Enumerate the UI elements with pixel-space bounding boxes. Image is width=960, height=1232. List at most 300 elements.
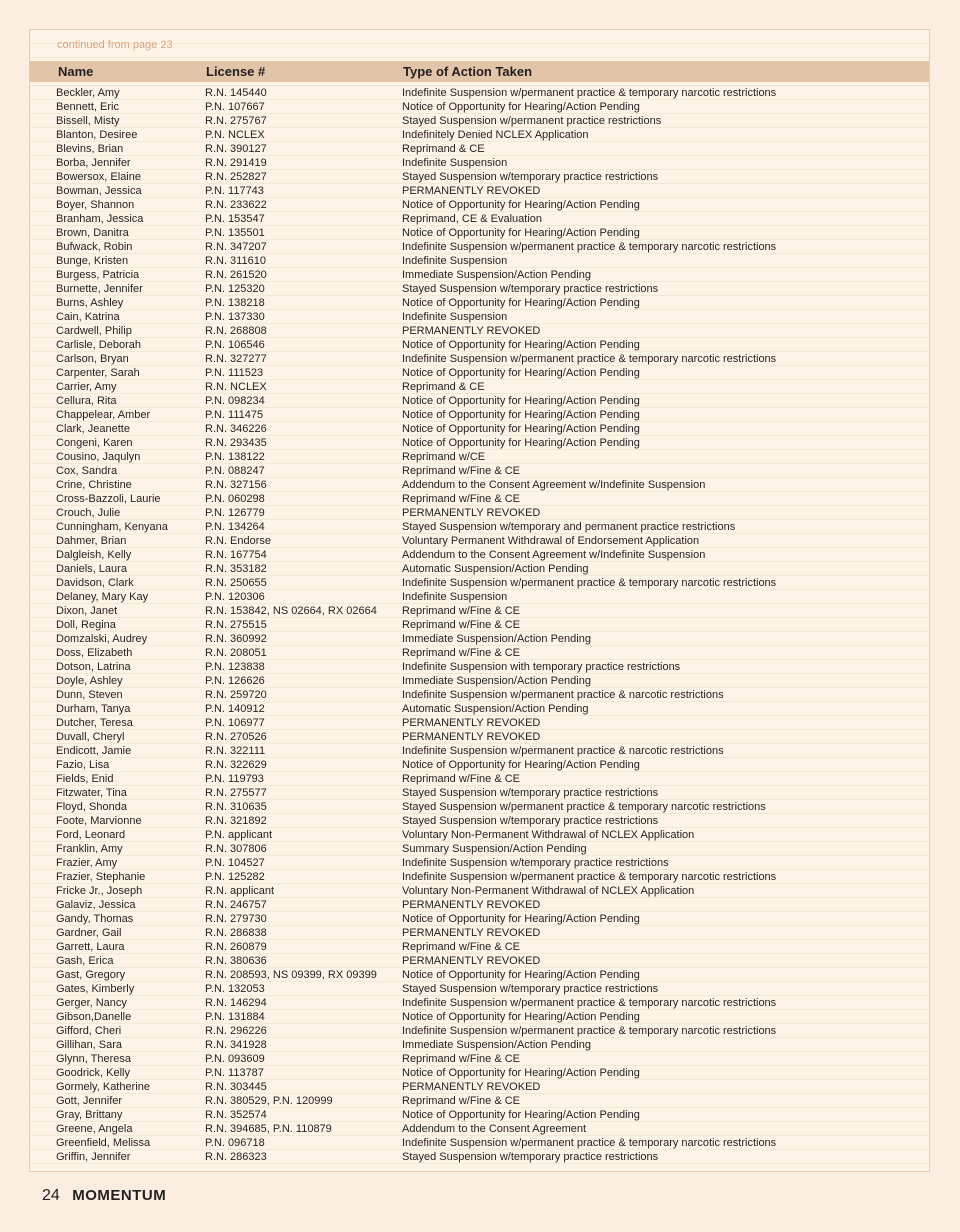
row-license: R.N. 352574 xyxy=(205,1109,267,1121)
row-action: PERMANENTLY REVOKED xyxy=(402,899,541,911)
table-row xyxy=(30,380,929,394)
table-row xyxy=(30,1024,929,1038)
row-action: Notice of Opportunity for Hearing/Action Pending xyxy=(402,409,640,421)
row-license: R.N. 268808 xyxy=(205,325,267,337)
row-action: Indefinite Suspension w/permanent practice & temporary narcotic restrictions xyxy=(402,577,777,589)
row-license: R.N. 311610 xyxy=(205,255,266,267)
row-name: Delaney, Mary Kay xyxy=(56,591,149,603)
row-license: P.N. 138122 xyxy=(205,451,265,463)
row-name: Carrier, Amy xyxy=(56,381,117,393)
row-name: Bennett, Eric xyxy=(56,101,119,113)
table-row xyxy=(30,520,929,534)
table-row xyxy=(30,716,929,730)
row-action: Voluntary Non-Permanent Withdrawal of NCLEX Application xyxy=(402,829,695,841)
row-license: R.N. 153842, NS 02664, RX 02664 xyxy=(205,605,377,617)
table-row xyxy=(30,996,929,1010)
row-license: P.N. 111475 xyxy=(205,409,264,421)
row-license: R.N. 296226 xyxy=(205,1025,267,1037)
table-row xyxy=(30,184,929,198)
row-license: R.N. 347207 xyxy=(205,241,267,253)
header-action: Type of Action Taken xyxy=(403,64,533,79)
table-row xyxy=(30,898,929,912)
row-license: P.N. 106546 xyxy=(205,339,265,351)
row-name: Gardner, Gail xyxy=(56,927,122,939)
table-row xyxy=(30,212,929,226)
content-panel xyxy=(29,29,930,1172)
row-name: Galaviz, Jessica xyxy=(56,899,136,911)
table-row xyxy=(30,912,929,926)
row-action: Reprimand w/Fine & CE xyxy=(402,493,520,505)
row-action: Voluntary Non-Permanent Withdrawal of NCLEX Application xyxy=(402,885,695,897)
table-row xyxy=(30,562,929,576)
row-action: Voluntary Permanent Withdrawal of Endorsement Application xyxy=(402,535,700,547)
row-license: R.N. 286838 xyxy=(205,927,267,939)
row-name: Fazio, Lisa xyxy=(56,759,110,771)
row-name: Gott, Jennifer xyxy=(56,1095,123,1107)
row-name: Dixon, Janet xyxy=(56,605,118,617)
table-row xyxy=(30,436,929,450)
row-action: Notice of Opportunity for Hearing/Action Pending xyxy=(402,339,640,351)
row-license: R.N. 233622 xyxy=(205,199,267,211)
row-name: Davidson, Clark xyxy=(56,577,134,589)
row-action: PERMANENTLY REVOKED xyxy=(402,955,541,967)
row-license: R.N. 145440 xyxy=(205,87,267,99)
row-name: Carlson, Bryan xyxy=(56,353,129,365)
row-action: Immediate Suspension/Action Pending xyxy=(402,633,591,645)
row-license: R.N. 380636 xyxy=(205,955,267,967)
row-action: Indefinite Suspension xyxy=(402,591,508,603)
row-action: Notice of Opportunity for Hearing/Action Pending xyxy=(402,759,640,771)
table-row xyxy=(30,1122,929,1136)
row-action: PERMANENTLY REVOKED xyxy=(402,1081,541,1093)
row-name: Gillihan, Sara xyxy=(56,1039,123,1051)
table-row xyxy=(30,884,929,898)
row-name: Griffin, Jennifer xyxy=(56,1151,131,1163)
row-name: Cox, Sandra xyxy=(56,465,118,477)
row-license: R.N. 327156 xyxy=(205,479,267,491)
table-row xyxy=(30,534,929,548)
row-action: Notice of Opportunity for Hearing/Action Pending xyxy=(402,969,640,981)
row-license: P.N. 153547 xyxy=(205,213,265,225)
row-action: Stayed Suspension w/temporary practice restrictions xyxy=(402,283,659,295)
row-license: P.N. NCLEX xyxy=(205,129,265,141)
row-name: Cunningham, Kenyana xyxy=(56,521,168,533)
table-row xyxy=(30,1136,929,1150)
table-row xyxy=(30,730,929,744)
row-action: Addendum to the Consent Agreement w/Indefinite Suspension xyxy=(402,479,706,491)
row-license: R.N. 286323 xyxy=(205,1151,267,1163)
row-action: Reprimand w/Fine & CE xyxy=(402,773,520,785)
row-name: Frazier, Stephanie xyxy=(56,871,146,883)
row-license: P.N. 098234 xyxy=(205,395,265,407)
row-action: PERMANENTLY REVOKED xyxy=(402,325,541,337)
row-action: Stayed Suspension w/temporary practice restrictions xyxy=(402,171,659,183)
row-name: Gray, Brittany xyxy=(56,1109,123,1121)
table-row xyxy=(30,940,929,954)
table-row xyxy=(30,758,929,772)
row-name: Blanton, Desiree xyxy=(56,129,138,141)
row-name: Gandy, Thomas xyxy=(56,913,134,925)
row-action: Indefinite Suspension w/permanent practice & temporary narcotic restrictions xyxy=(402,1137,777,1149)
row-license: R.N. Endorse xyxy=(205,535,272,547)
row-license: R.N. 353182 xyxy=(205,563,267,575)
table-row xyxy=(30,240,929,254)
table-row xyxy=(30,450,929,464)
table-row xyxy=(30,842,929,856)
row-name: Brown, Danitra xyxy=(56,227,129,239)
row-action: PERMANENTLY REVOKED xyxy=(402,507,541,519)
row-action: Stayed Suspension w/temporary and permanent practice restrictions xyxy=(402,521,736,533)
row-name: Frazier, Amy xyxy=(56,857,118,869)
row-license: P.N. 120306 xyxy=(205,591,265,603)
row-name: Gifford, Cheri xyxy=(56,1025,122,1037)
row-name: Burgess, Patricia xyxy=(56,269,140,281)
table-row xyxy=(30,268,929,282)
row-action: Notice of Opportunity for Hearing/Action Pending xyxy=(402,227,640,239)
row-license: R.N. 260879 xyxy=(205,941,267,953)
row-action: Indefinite Suspension w/permanent practice & temporary narcotic restrictions xyxy=(402,997,777,1009)
row-action: Reprimand & CE xyxy=(402,143,485,155)
row-action: Addendum to the Consent Agreement w/Indefinite Suspension xyxy=(402,549,706,561)
row-name: Boyer, Shannon xyxy=(56,199,135,211)
row-action: Summary Suspension/Action Pending xyxy=(402,843,587,855)
row-license: R.N. 208051 xyxy=(205,647,267,659)
table-row xyxy=(30,1038,929,1052)
row-name: Cross-Bazzoli, Laurie xyxy=(56,493,161,505)
row-license: P.N. 134264 xyxy=(205,521,265,533)
row-name: Durham, Tanya xyxy=(56,703,131,715)
row-license: R.N. 291419 xyxy=(205,157,267,169)
table-row xyxy=(30,1080,929,1094)
row-action: Notice of Opportunity for Hearing/Action Pending xyxy=(402,913,640,925)
row-license: R.N. 275767 xyxy=(205,115,267,127)
row-action: Notice of Opportunity for Hearing/Action Pending xyxy=(402,1109,640,1121)
table-row xyxy=(30,338,929,352)
table-row xyxy=(30,478,929,492)
row-license: R.N. 246757 xyxy=(205,899,267,911)
row-name: Chappelear, Amber xyxy=(56,409,151,421)
row-action: Indefinitely Denied NCLEX Application xyxy=(402,129,589,141)
table-row xyxy=(30,968,929,982)
table-row xyxy=(30,282,929,296)
row-name: Dotson, Latrina xyxy=(56,661,131,673)
row-name: Floyd, Shonda xyxy=(56,801,127,813)
row-license: R.N. 327277 xyxy=(205,353,267,365)
row-action: Immediate Suspension/Action Pending xyxy=(402,675,591,687)
row-license: R.N. 322629 xyxy=(205,759,267,771)
row-name: Bowman, Jessica xyxy=(56,185,142,197)
row-action: PERMANENTLY REVOKED xyxy=(402,717,541,729)
row-license: P.N. 117743 xyxy=(205,185,264,197)
row-action: Indefinite Suspension w/permanent practice & temporary narcotic restrictions xyxy=(402,87,777,99)
table-row xyxy=(30,492,929,506)
row-name: Doyle, Ashley xyxy=(56,675,123,687)
row-license: R.N. 293435 xyxy=(205,437,267,449)
table-row xyxy=(30,1108,929,1122)
table-row xyxy=(30,394,929,408)
row-action: Indefinite Suspension w/permanent practice & narcotic restrictions xyxy=(402,689,724,701)
row-license: P.N. 096718 xyxy=(205,1137,265,1149)
publication-name: MOMENTUM xyxy=(72,1187,167,1204)
table-row xyxy=(30,506,929,520)
row-action: Notice of Opportunity for Hearing/Action Pending xyxy=(402,297,640,309)
row-license: R.N. NCLEX xyxy=(205,381,267,393)
row-license: P.N. 093609 xyxy=(205,1053,265,1065)
row-name: Bunge, Kristen xyxy=(56,255,129,267)
row-name: Gates, Kimberly xyxy=(56,983,135,995)
table-row xyxy=(30,198,929,212)
row-name: Fricke Jr., Joseph xyxy=(56,885,143,897)
row-name: Branham, Jessica xyxy=(56,213,144,225)
table-row xyxy=(30,86,929,100)
row-license: R.N. 346226 xyxy=(205,423,267,435)
table-row xyxy=(30,254,929,268)
row-name: Gormely, Katherine xyxy=(56,1081,150,1093)
row-action: Reprimand, CE & Evaluation xyxy=(402,213,543,225)
table-row xyxy=(30,408,929,422)
row-license: R.N. 380529, P.N. 120999 xyxy=(205,1095,333,1107)
row-action: Indefinite Suspension w/permanent practice & narcotic restrictions xyxy=(402,745,724,757)
row-action: Reprimand w/CE xyxy=(402,451,486,463)
row-license: R.N. 261520 xyxy=(205,269,267,281)
row-name: Garrett, Laura xyxy=(56,941,125,953)
table-row xyxy=(30,982,929,996)
table-body xyxy=(30,86,929,1164)
row-name: Greene, Angela xyxy=(56,1123,133,1135)
row-license: R.N. 310635 xyxy=(205,801,267,813)
table-row xyxy=(30,772,929,786)
row-name: Clark, Jeanette xyxy=(56,423,130,435)
table-row xyxy=(30,366,929,380)
row-name: Franklin, Amy xyxy=(56,843,123,855)
row-license: R.N. 252827 xyxy=(205,171,267,183)
row-license: P.N. 106977 xyxy=(205,717,265,729)
row-action: Stayed Suspension w/permanent practice restrictions xyxy=(402,115,662,127)
row-name: Doss, Elizabeth xyxy=(56,647,133,659)
header-name: Name xyxy=(58,64,94,79)
row-license: P.N. 107667 xyxy=(205,101,265,113)
table-row xyxy=(30,786,929,800)
row-action: Reprimand w/Fine & CE xyxy=(402,1053,520,1065)
row-action: PERMANENTLY REVOKED xyxy=(402,185,541,197)
row-action: Stayed Suspension w/permanent practice & temporary narcotic restrictions xyxy=(402,801,766,813)
row-name: Congeni, Karen xyxy=(56,437,133,449)
table-row xyxy=(30,1010,929,1024)
row-name: Foote, Marvionne xyxy=(56,815,142,827)
table-row xyxy=(30,674,929,688)
row-name: Glynn, Theresa xyxy=(56,1053,132,1065)
continued-note: continued from page 23 xyxy=(57,39,173,51)
row-action: Notice of Opportunity for Hearing/Action Pending xyxy=(402,199,640,211)
row-action: PERMANENTLY REVOKED xyxy=(402,731,541,743)
row-license: P.N. 125320 xyxy=(205,283,265,295)
row-action: Reprimand w/Fine & CE xyxy=(402,619,520,631)
row-license: P.N. 088247 xyxy=(205,465,265,477)
row-name: Gast, Gregory xyxy=(56,969,126,981)
row-action: Indefinite Suspension w/temporary practice restrictions xyxy=(402,857,669,869)
table-row xyxy=(30,464,929,478)
row-name: Gerger, Nancy xyxy=(56,997,127,1009)
row-action: Reprimand w/Fine & CE xyxy=(402,1095,520,1107)
row-action: Reprimand & CE xyxy=(402,381,485,393)
row-license: R.N. 275577 xyxy=(205,787,267,799)
table-row xyxy=(30,324,929,338)
row-action: Automatic Suspension/Action Pending xyxy=(402,563,589,575)
row-name: Daniels, Laura xyxy=(56,563,127,575)
row-action: Notice of Opportunity for Hearing/Action Pending xyxy=(402,437,640,449)
table-row xyxy=(30,100,929,114)
row-name: Gibson,Danelle xyxy=(56,1011,132,1023)
row-name: Fitzwater, Tina xyxy=(56,787,127,799)
row-license: R.N. 279730 xyxy=(205,913,267,925)
table-row xyxy=(30,800,929,814)
table-row xyxy=(30,1052,929,1066)
table-row xyxy=(30,702,929,716)
table-row xyxy=(30,646,929,660)
table-row xyxy=(30,688,929,702)
row-name: Fields, Enid xyxy=(56,773,114,785)
row-license: R.N. 270526 xyxy=(205,731,267,743)
table-row xyxy=(30,856,929,870)
table-row xyxy=(30,744,929,758)
row-name: Bissell, Misty xyxy=(56,115,120,127)
row-name: Carlisle, Deborah xyxy=(56,339,141,351)
table-row xyxy=(30,296,929,310)
row-action: PERMANENTLY REVOKED xyxy=(402,927,541,939)
row-name: Beckler, Amy xyxy=(56,87,120,99)
table-row xyxy=(30,1066,929,1080)
row-name: Dutcher, Teresa xyxy=(56,717,133,729)
table-row xyxy=(30,422,929,436)
row-action: Indefinite Suspension w/permanent practice & temporary narcotic restrictions xyxy=(402,871,777,883)
row-name: Blevins, Brian xyxy=(56,143,124,155)
page-footer xyxy=(42,1187,166,1205)
row-name: Endicott, Jamie xyxy=(56,745,132,757)
row-action: Indefinite Suspension w/permanent practice & temporary narcotic restrictions xyxy=(402,1025,777,1037)
row-action: Addendum to the Consent Agreement xyxy=(402,1123,587,1135)
row-action: Indefinite Suspension w/permanent practice & temporary narcotic restrictions xyxy=(402,241,777,253)
row-action: Reprimand w/Fine & CE xyxy=(402,465,520,477)
row-name: Burns, Ashley xyxy=(56,297,124,309)
table-row xyxy=(30,870,929,884)
table-row xyxy=(30,226,929,240)
row-action: Indefinite Suspension w/permanent practice & temporary narcotic restrictions xyxy=(402,353,777,365)
row-license: R.N. 390127 xyxy=(205,143,267,155)
row-name: Gash, Erica xyxy=(56,955,114,967)
header-license: License # xyxy=(206,64,266,79)
row-license: R.N. 146294 xyxy=(205,997,267,1009)
row-name: Cardwell, Philip xyxy=(56,325,132,337)
row-name: Bowersox, Elaine xyxy=(56,171,141,183)
table-row xyxy=(30,618,929,632)
table-row xyxy=(30,128,929,142)
row-license: P.N. 123838 xyxy=(205,661,265,673)
row-license: R.N. applicant xyxy=(205,885,275,897)
row-name: Ford, Leonard xyxy=(56,829,126,841)
row-license: R.N. 167754 xyxy=(205,549,267,561)
row-license: P.N. 137330 xyxy=(205,311,265,323)
row-license: P.N. 138218 xyxy=(205,297,265,309)
row-license: R.N. 275515 xyxy=(205,619,267,631)
row-name: Borba, Jennifer xyxy=(56,157,131,169)
row-action: Reprimand w/Fine & CE xyxy=(402,941,520,953)
table-row xyxy=(30,576,929,590)
row-action: Indefinite Suspension xyxy=(402,255,508,267)
row-license: P.N. 131884 xyxy=(205,1011,265,1023)
row-license: R.N. 321892 xyxy=(205,815,267,827)
row-action: Indefinite Suspension with temporary practice restrictions xyxy=(402,661,681,673)
row-action: Notice of Opportunity for Hearing/Action Pending xyxy=(402,395,640,407)
row-license: R.N. 322111 xyxy=(205,745,266,757)
table-row xyxy=(30,1150,929,1164)
row-name: Cain, Katrina xyxy=(56,311,120,323)
row-license: P.N. 126626 xyxy=(205,675,265,687)
row-action: Indefinite Suspension xyxy=(402,157,508,169)
row-license: P.N. 104527 xyxy=(205,857,265,869)
table-row xyxy=(30,660,929,674)
table-header xyxy=(30,61,929,82)
row-license: P.N. 060298 xyxy=(205,493,265,505)
row-action: Stayed Suspension w/temporary practice restrictions xyxy=(402,1151,659,1163)
row-name: Greenfield, Melissa xyxy=(56,1137,151,1149)
row-action: Stayed Suspension w/temporary practice restrictions xyxy=(402,983,659,995)
row-license: R.N. 208593, NS 09399, RX 09399 xyxy=(205,969,377,981)
row-license: P.N. 125282 xyxy=(205,871,265,883)
table-row xyxy=(30,1094,929,1108)
row-license: R.N. 394685, P.N. 110879 xyxy=(205,1123,332,1135)
row-action: Reprimand w/Fine & CE xyxy=(402,605,520,617)
table-row xyxy=(30,310,929,324)
table-row xyxy=(30,604,929,618)
table-row xyxy=(30,632,929,646)
row-name: Domzalski, Audrey xyxy=(56,633,148,645)
row-name: Dunn, Steven xyxy=(56,689,123,701)
row-license: R.N. 341928 xyxy=(205,1039,267,1051)
row-license: R.N. 259720 xyxy=(205,689,267,701)
row-action: Immediate Suspension/Action Pending xyxy=(402,1039,591,1051)
row-action: Stayed Suspension w/temporary practice restrictions xyxy=(402,815,659,827)
table-row xyxy=(30,954,929,968)
row-action: Automatic Suspension/Action Pending xyxy=(402,703,589,715)
row-license: P.N. 126779 xyxy=(205,507,265,519)
table-row xyxy=(30,170,929,184)
page-number: 24 xyxy=(42,1187,60,1204)
row-action: Notice of Opportunity for Hearing/Action Pending xyxy=(402,1067,640,1079)
table-row xyxy=(30,926,929,940)
row-name: Cousino, Jaqulyn xyxy=(56,451,141,463)
row-name: Dalgleish, Kelly xyxy=(56,549,132,561)
row-action: Notice of Opportunity for Hearing/Action Pending xyxy=(402,423,640,435)
row-name: Crouch, Julie xyxy=(56,507,121,519)
row-license: R.N. 303445 xyxy=(205,1081,267,1093)
row-name: Crine, Christine xyxy=(56,479,132,491)
row-license: R.N. 250655 xyxy=(205,577,267,589)
table-row xyxy=(30,352,929,366)
row-action: Notice of Opportunity for Hearing/Action Pending xyxy=(402,101,640,113)
row-license: P.N. 119793 xyxy=(205,773,264,785)
row-license: P.N. 132053 xyxy=(205,983,265,995)
table-row xyxy=(30,828,929,842)
row-action: Immediate Suspension/Action Pending xyxy=(402,269,591,281)
table-row xyxy=(30,142,929,156)
row-license: R.N. 307806 xyxy=(205,843,267,855)
table-row xyxy=(30,548,929,562)
row-name: Cellura, Rita xyxy=(56,395,117,407)
table-row xyxy=(30,156,929,170)
table-row xyxy=(30,814,929,828)
row-name: Bufwack, Robin xyxy=(56,241,133,253)
row-name: Goodrick, Kelly xyxy=(56,1067,130,1079)
